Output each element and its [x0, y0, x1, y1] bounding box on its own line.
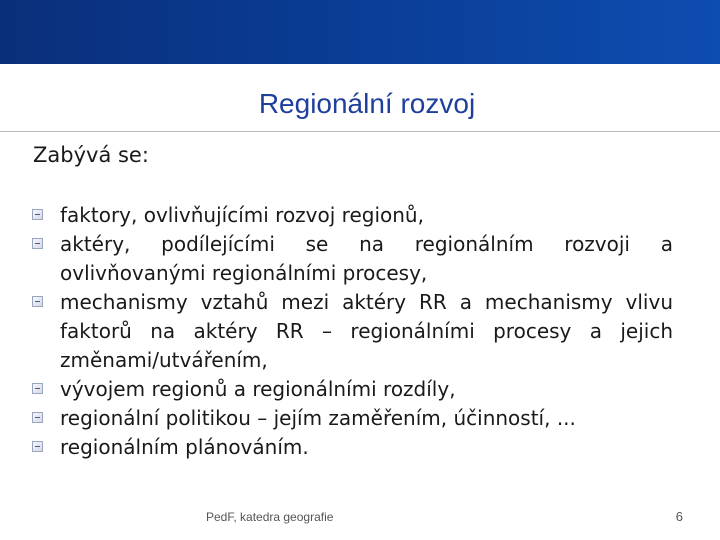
- bullet-list: [30, 201, 673, 462]
- intro-text: Zabývá se:: [33, 143, 149, 167]
- header-band: [0, 0, 720, 64]
- page-number: 6: [675, 509, 683, 524]
- bullet-text: regionálním plánováním.: [60, 435, 309, 459]
- list-item: [30, 433, 673, 462]
- bullet-icon: [32, 441, 43, 452]
- list-item: [30, 201, 673, 230]
- bullet-icon: [32, 383, 43, 394]
- bullet-text: faktory, ovlivňujícími rozvoj regionů,: [60, 203, 424, 227]
- footer-text: PedF, katedra geografie: [206, 510, 334, 524]
- list-item: [30, 404, 673, 433]
- list-item: [30, 375, 673, 404]
- bullet-text: mechanismy vztahů mezi aktéry RR a mechanismy vlivu faktorů na aktéry RR – regionálními procesy a jejich změnami/utvářením,: [60, 290, 673, 372]
- bullet-text: vývojem regionů a regionálními rozdíly,: [60, 377, 456, 401]
- bullet-text: regionální politikou – jejím zaměřením, účinností, ...: [60, 406, 576, 430]
- bullet-icon: [32, 412, 43, 423]
- list-item: [30, 288, 673, 375]
- list-item: [30, 230, 673, 288]
- bullet-icon: [32, 209, 43, 220]
- slide-title: Regionální rozvoj: [258, 88, 476, 119]
- title-divider: [0, 131, 720, 132]
- bullet-icon: [32, 296, 43, 307]
- bullet-text: aktéry, podílejícími se na regionálním rozvoji a ovlivňovanými regionálními procesy,: [60, 232, 673, 285]
- bullet-icon: [32, 238, 43, 249]
